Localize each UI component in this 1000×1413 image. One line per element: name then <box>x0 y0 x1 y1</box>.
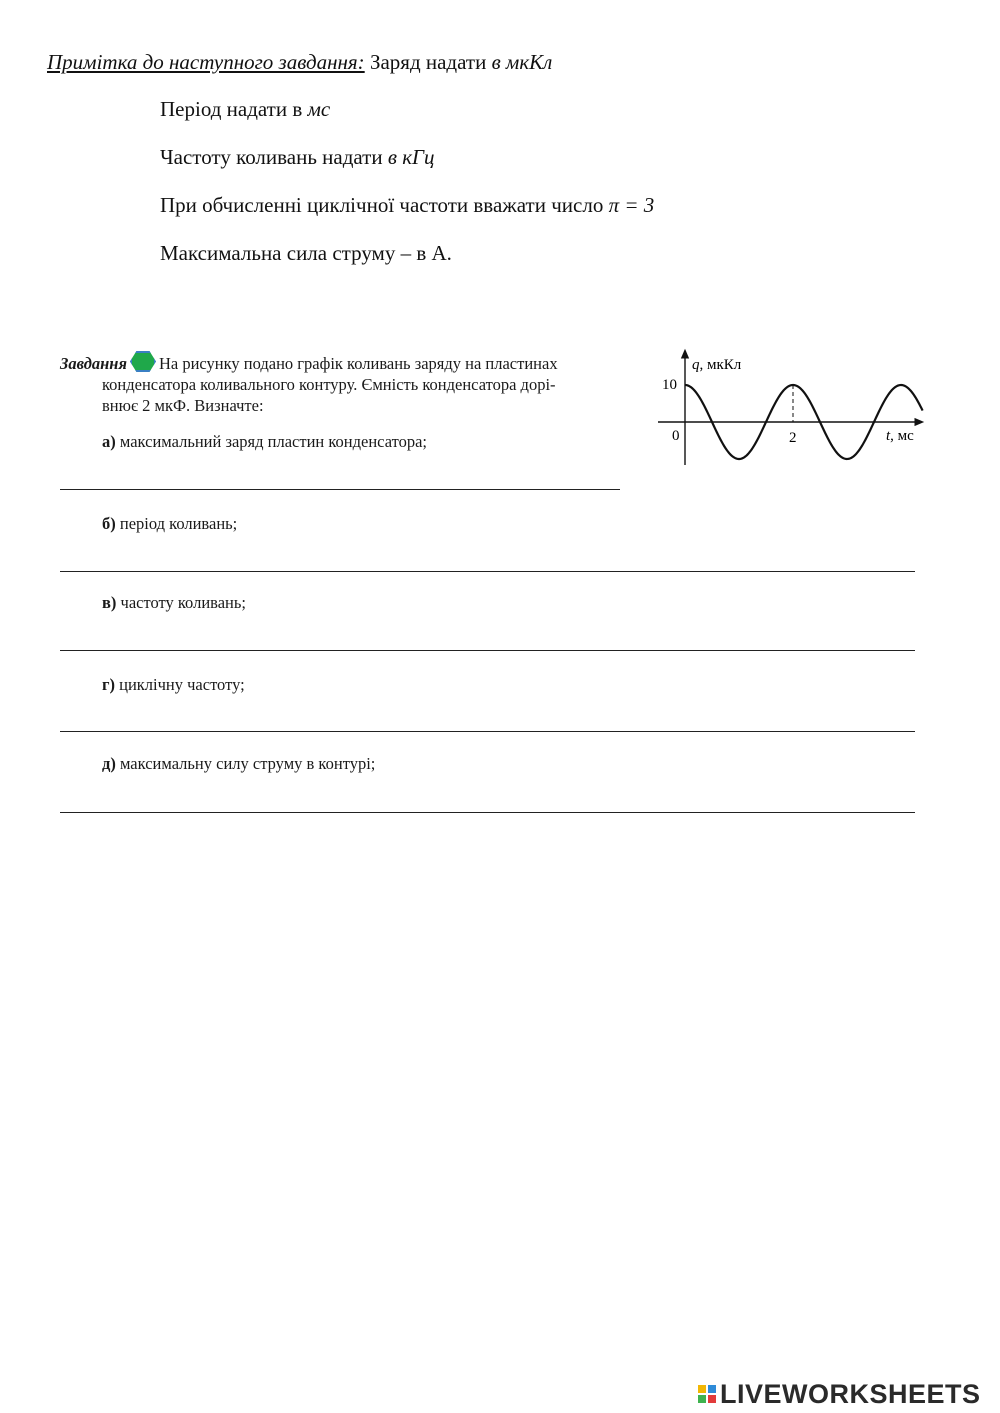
question-letter: г) <box>102 675 115 694</box>
x-axis-label <box>886 428 914 444</box>
question-letter: а) <box>102 432 116 451</box>
period-instruction-line <box>160 97 330 122</box>
task-text-2: конденсатора коливального контуру. Ємність конденсатора дорі- <box>102 375 556 394</box>
answer-line-g[interactable] <box>60 731 915 732</box>
note-header <box>47 50 552 75</box>
y-axis-label <box>692 357 742 373</box>
charge-oscillation-chart <box>650 345 930 475</box>
answer-line-v[interactable] <box>60 650 915 651</box>
brand-name: LIVEWORKSHEETS <box>720 1378 981 1409</box>
task-line-1 <box>60 351 630 374</box>
question-b <box>102 514 237 534</box>
freq-instruction: Частоту коливань надати <box>160 145 388 169</box>
question-text: максимальний заряд пластин конденсатора; <box>119 432 427 451</box>
question-letter: д) <box>102 754 116 773</box>
task-text-3: внює 2 мкФ. Визначте: <box>102 396 264 415</box>
question-g <box>102 675 245 695</box>
answer-line-b[interactable] <box>60 571 915 572</box>
freq-unit: в кГц <box>387 145 435 169</box>
y-axis-unit: , мкКл <box>699 357 742 373</box>
question-text: циклічну частоту; <box>119 675 245 694</box>
task-label: Завдання <box>60 354 127 373</box>
answer-line-a[interactable] <box>60 489 620 490</box>
x-axis-unit: , мс <box>890 428 914 444</box>
x-tick-label: 2 <box>789 430 797 446</box>
liveworksheets-logo-icon <box>698 1385 716 1403</box>
charge-unit: в мкКл <box>491 50 553 74</box>
freq-instruction-line <box>160 145 435 170</box>
current-instruction: Максимальна сила струму – в А. <box>160 241 452 265</box>
period-unit: мс <box>307 97 331 121</box>
task-statement <box>60 351 630 416</box>
question-text: частоту коливань; <box>120 593 246 612</box>
question-letter: в) <box>102 593 117 612</box>
question-v <box>102 593 246 613</box>
y-axis-var: q <box>692 357 700 373</box>
x-axis-var: t <box>886 428 891 444</box>
question-text: максимальну силу струму в контурі; <box>119 754 376 773</box>
task-text-1: На рисунку подано графік коливань заряду на пластинах <box>158 354 558 373</box>
pi-instruction: При обчисленні циклічної частоти вважати число <box>160 193 609 217</box>
pi-value: π = 3 <box>608 193 655 217</box>
answer-line-d[interactable] <box>60 812 915 813</box>
question-a <box>102 432 427 452</box>
task-number-badge-icon <box>130 351 156 372</box>
period-instruction: Період надати в <box>160 97 308 121</box>
charge-instruction: Заряд надати <box>369 50 492 74</box>
origin-label: 0 <box>672 428 680 444</box>
y-tick-label: 10 <box>662 377 677 393</box>
footer-brand <box>698 1377 998 1411</box>
question-letter: б) <box>102 514 116 533</box>
question-text: період коливань; <box>119 514 238 533</box>
pi-instruction-line <box>160 193 654 218</box>
note-label: Примітка до наступного завдання: <box>47 50 365 74</box>
question-d <box>102 754 375 774</box>
